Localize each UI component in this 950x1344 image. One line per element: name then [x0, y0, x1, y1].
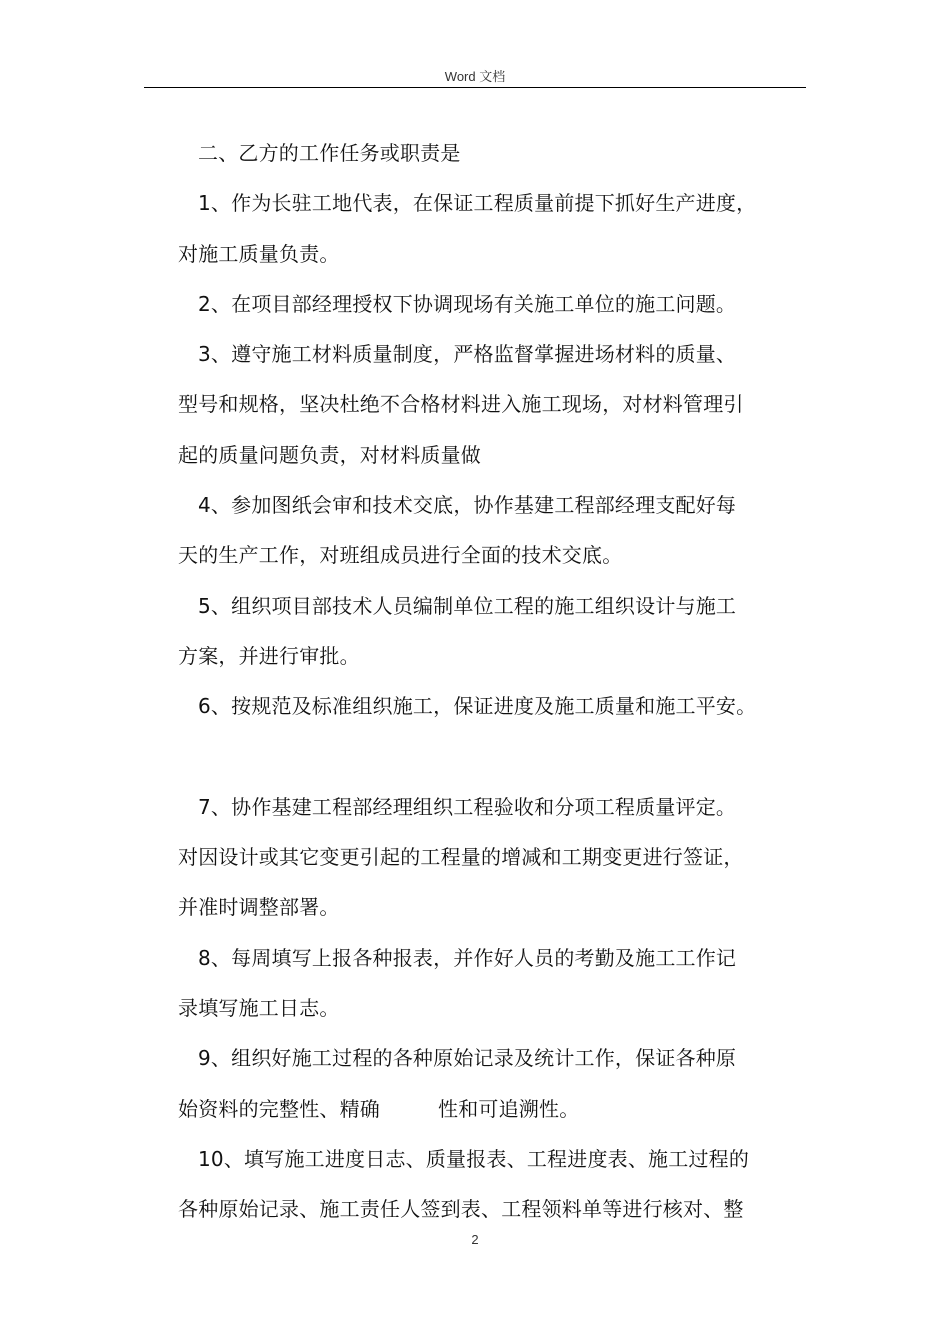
document-body	[178, 128, 806, 1235]
paragraph-line: 4、参加图纸会审和技术交底，协作基建工程部经理支配好每	[198, 493, 737, 518]
paragraph-line: 10、填写施工进度日志、质量报表、工程进度表、施工过程的	[198, 1146, 750, 1171]
paragraph-line	[178, 1084, 806, 1134]
paragraph-line: 并准时调整部署。	[178, 895, 340, 920]
text-fragment: 始资料的完整性、精确	[178, 1096, 380, 1121]
paragraph-line: 1、作为长驻工地代表，在保证工程质量前提下抓好生产进度，	[198, 191, 757, 216]
paragraph-line: 录填写施工日志。	[178, 996, 340, 1021]
paragraph-line: 天的生产工作，对班组成员进行全面的技术交底。	[178, 543, 623, 568]
text-fragment: 性和可追溯性。	[438, 1096, 580, 1121]
header-divider	[144, 87, 806, 88]
page-number: 2	[471, 1232, 479, 1247]
blank-line	[178, 732, 806, 782]
paragraph-line: 7、协作基建工程部经理组织工程验收和分项工程质量评定。	[198, 794, 737, 819]
paragraph-line: 8、每周填写上报各种报表，并作好人员的考勤及施工工作记	[198, 945, 737, 970]
paragraph-line: 2、在项目部经理授权下协调现场有关施工单位的施工问题。	[198, 291, 737, 316]
paragraph-line: 起的质量问题负责，对材料质量做	[178, 442, 481, 467]
paragraph-line: 9、组织好施工过程的各种原始记录及统计工作，保证各种原	[198, 1046, 737, 1071]
paragraph-line: 6、按规范及标准组织施工，保证进度及施工质量和施工平安。	[198, 694, 757, 719]
paragraph-line: 型号和规格，坚决杜绝不合格材料进入施工现场，对材料管理引	[178, 392, 744, 417]
paragraph-line: 各种原始记录、施工责任人签到表、工程领料单等进行核对、整	[178, 1197, 744, 1222]
page-header-title: Word 文档	[444, 69, 506, 84]
section-heading: 二、乙方的工作任务或职责是	[198, 141, 461, 165]
paragraph-line: 对因设计或其它变更引起的工程量的增减和工期变更进行签证，	[178, 845, 744, 870]
paragraph-line: 3、遵守施工材料质量制度，严格监督掌握进场材料的质量、	[198, 342, 737, 367]
paragraph-line: 对施工质量负责。	[178, 241, 340, 266]
paragraph-line: 方案，并进行审批。	[178, 643, 360, 668]
paragraph-line: 5、组织项目部技术人员编制单位工程的施工组织设计与施工	[198, 593, 737, 618]
